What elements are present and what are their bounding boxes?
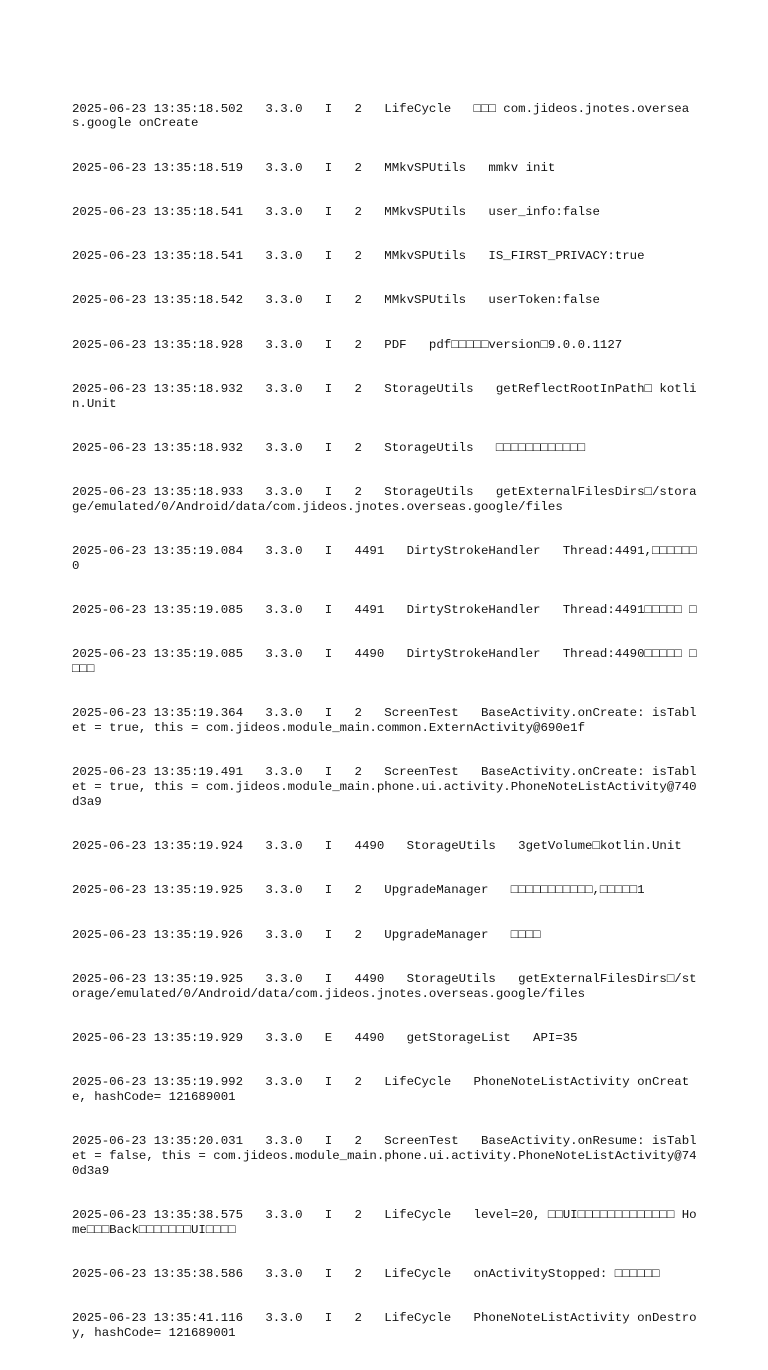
log-line: 2025-06-23 13:35:41.116 3.3.0 I 2 LifeCycle PhoneNoteListActivity onDestroy, hashCode= 121689001 — [72, 1311, 697, 1340]
log-line: 2025-06-23 13:35:18.541 3.3.0 I 2 MMkvSPUtils user_info:false — [72, 204, 600, 219]
log-line: 2025-06-23 13:35:19.926 3.3.0 I 2 UpgradeManager □□□□ — [72, 927, 541, 942]
log-line: 2025-06-23 13:35:18.932 3.3.0 I 2 StorageUtils getReflectRootInPath□ kotlin.Unit — [72, 381, 697, 411]
log-line: 2025-06-23 13:35:18.932 3.3.0 I 2 StorageUtils □□□□□□□□□□□□ — [72, 440, 586, 455]
log-line: 2025-06-23 13:35:19.491 3.3.0 I 2 ScreenTest BaseActivity.onCreate: isTablet = true, this = com.jideos.module_main.phone.ui.activity.PhoneNoteListActivity@740d3a9 — [72, 765, 697, 809]
log-line: 2025-06-23 13:35:19.925 3.3.0 I 4490 StorageUtils getExternalFilesDirs□/storage/emulated/0/Android/data/com.jideos.jnotes.overseas.google/files — [72, 971, 697, 1001]
log-line: 2025-06-23 13:35:19.364 3.3.0 I 2 ScreenTest BaseActivity.onCreate: isTablet = true, this = com.jideos.module_main.common.ExternActivity@690e1f — [72, 706, 697, 735]
log-line: 2025-06-23 13:35:18.542 3.3.0 I 2 MMkvSPUtils userToken:false — [72, 293, 600, 308]
log-line: 2025-06-23 13:35:19.929 3.3.0 E 4490 getStorageList API=35 — [72, 1030, 578, 1045]
log-line: 2025-06-23 13:35:18.541 3.3.0 I 2 MMkvSPUtils IS_FIRST_PRIVACY:true — [72, 249, 645, 263]
log-line: 2025-06-23 13:35:18.928 3.3.0 I 2 PDF pdf□□□□□version□9.0.0.1127 — [72, 337, 623, 352]
log-line: 2025-06-23 13:35:19.924 3.3.0 I 4490 StorageUtils 3getVolume□kotlin.Unit — [72, 839, 682, 853]
log-line: 2025-06-23 13:35:18.933 3.3.0 I 2 StorageUtils getExternalFilesDirs□/storage/emulated/0/Android/data/com.jideos.jnotes.overseas.google/files — [72, 485, 697, 514]
log-line: 2025-06-23 13:35:19.085 3.3.0 I 4490 DirtyStrokeHandler Thread:4490□□□□□ □□□□ — [72, 647, 697, 676]
log-line: 2025-06-23 13:35:18.519 3.3.0 I 2 MMkvSPUtils mmkv init — [72, 160, 556, 175]
log-line: 2025-06-23 13:35:18.502 3.3.0 I 2 LifeCycle □□□ com.jideos.jnotes.overseas.google onCreate — [72, 101, 690, 131]
log-text-block — [72, 72, 705, 1370]
log-line: 2025-06-23 13:35:19.084 3.3.0 I 4491 DirtyStrokeHandler Thread:4491,□□□□□□ 0 — [72, 544, 705, 573]
log-line: 2025-06-23 13:35:38.575 3.3.0 I 2 LifeCycle level=20, □□UI□□□□□□□□□□□□□ Home□□□Back□□□□□□□UI□□□□ — [72, 1207, 697, 1237]
log-line: 2025-06-23 13:35:19.925 3.3.0 I 2 UpgradeManager □□□□□□□□□□□,□□□□□1 — [72, 883, 645, 898]
log-line: 2025-06-23 13:35:19.085 3.3.0 I 4491 DirtyStrokeHandler Thread:4491□□□□□ □ — [72, 603, 697, 617]
log-line: 2025-06-23 13:35:38.586 3.3.0 I 2 LifeCycle onActivityStopped: □□□□□□ — [72, 1266, 660, 1281]
log-line: 2025-06-23 13:35:20.031 3.3.0 I 2 ScreenTest BaseActivity.onResume: isTablet = false, this = com.jideos.module_main.phone.ui.activity.PhoneNoteListActivity@740d3a9 — [72, 1134, 697, 1178]
log-line: 2025-06-23 13:35:19.992 3.3.0 I 2 LifeCycle PhoneNoteListActivity onCreate, hashCode= 121689001 — [72, 1075, 690, 1104]
